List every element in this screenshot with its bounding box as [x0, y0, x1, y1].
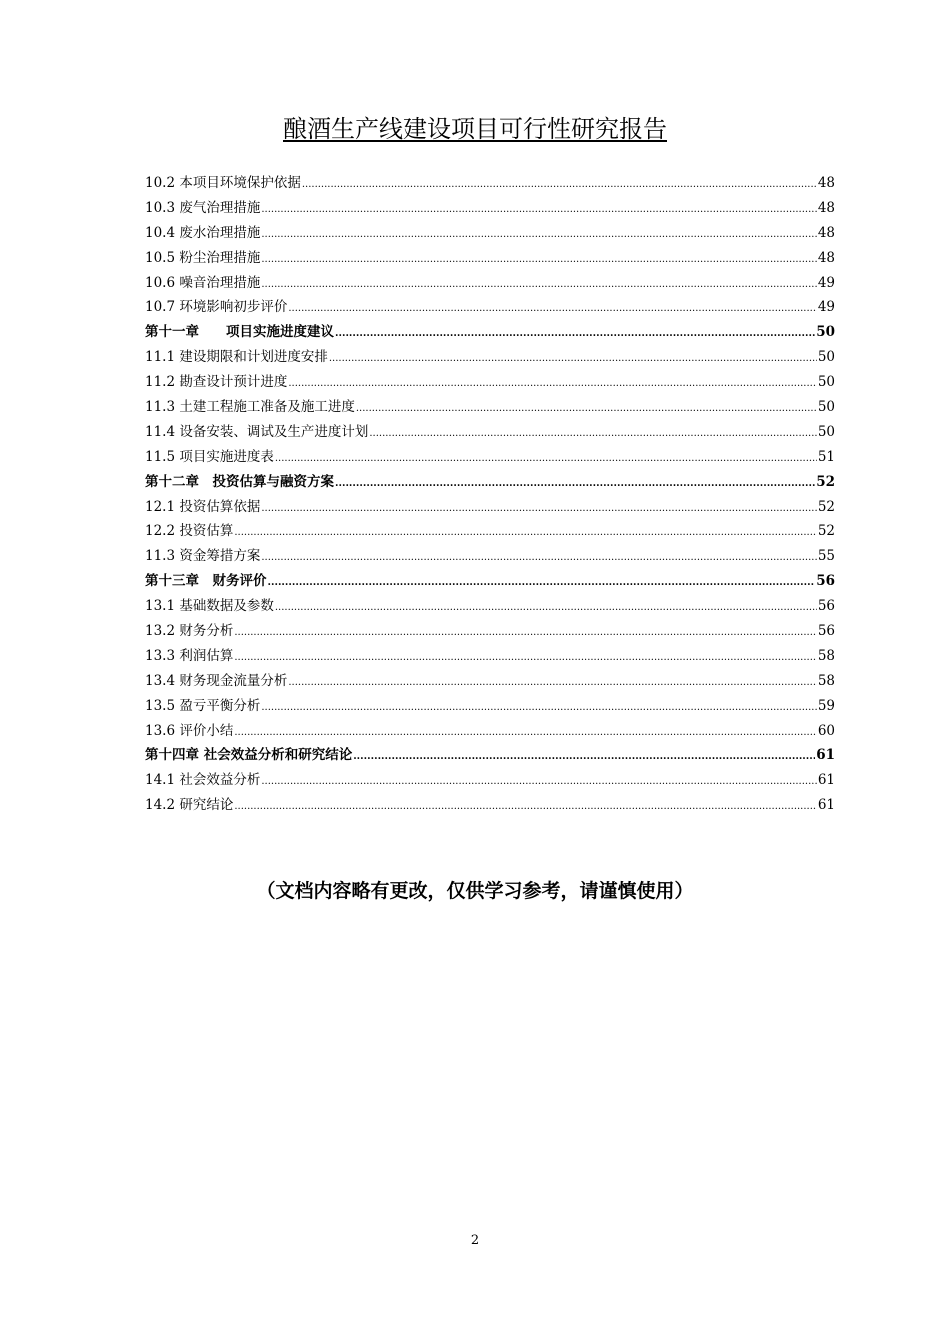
toc-entry[interactable]: [145, 171, 835, 196]
toc-dot-leader: [356, 395, 817, 422]
toc-entry-page: 48: [817, 199, 835, 216]
toc-entry-label: 第十三章 财务评价: [145, 573, 267, 590]
toc-entry-label: 13.4 财务现金流量分析: [145, 672, 288, 689]
toc-entry-label: 14.1 社会效益分析: [145, 772, 261, 789]
toc-dot-leader: [302, 171, 817, 198]
toc-entry-label: 14.2 研究结论: [145, 797, 234, 814]
toc-entry-label: 13.2 财务分析: [145, 623, 234, 640]
toc-dot-leader: [268, 569, 816, 596]
toc-entry-label: 第十二章 投资估算与融资方案: [145, 473, 334, 490]
toc-entry-page: 60: [817, 722, 835, 739]
toc-entry-label: 10.6 噪音治理措施: [145, 274, 261, 291]
toc-entry-label: 10.5 粉尘治理措施: [145, 249, 261, 266]
page-number: 2: [470, 1233, 480, 1248]
toc-dot-leader: [234, 619, 816, 646]
toc-dot-leader: [335, 470, 815, 497]
toc-chapter-entry[interactable]: [145, 470, 835, 495]
toc-entry-page: 52: [816, 473, 835, 490]
toc-entry[interactable]: [145, 196, 835, 221]
toc-entry[interactable]: [145, 544, 835, 569]
toc-entry[interactable]: [145, 370, 835, 395]
toc-entry-page: 61: [817, 797, 835, 814]
toc-entry-page: 51: [817, 448, 835, 465]
toc-entry[interactable]: [145, 619, 835, 644]
toc-dot-leader: [288, 370, 816, 397]
toc-entry-label: 10.2 本项目环境保护依据: [145, 175, 301, 191]
toc-dot-leader: [353, 743, 815, 770]
toc-dot-leader: [275, 445, 817, 472]
toc-entry-page: 61: [816, 747, 835, 764]
toc-dot-leader: [288, 295, 816, 322]
toc-entry[interactable]: [145, 495, 835, 520]
toc-entry[interactable]: [145, 594, 835, 619]
toc-dot-leader: [261, 271, 816, 298]
toc-chapter-entry[interactable]: [145, 320, 835, 345]
document-title: 酿酒生产线建设项目可行性研究报告: [283, 115, 667, 143]
toc-entry-label: 13.6 评价小结: [145, 722, 234, 739]
toc-entry-page: 58: [817, 647, 835, 664]
toc-dot-leader: [261, 768, 816, 795]
toc-dot-leader: [261, 221, 816, 248]
toc-entry-page: 56: [817, 623, 835, 640]
toc-entry-label: 12.1 投资估算依据: [145, 498, 261, 515]
toc-entry-page: 56: [817, 598, 835, 615]
toc-dot-leader: [261, 246, 816, 273]
toc-entry-page: 59: [817, 697, 835, 714]
toc-entry[interactable]: [145, 768, 835, 793]
toc-dot-leader: [261, 196, 816, 223]
toc-entry-page: 56: [816, 573, 835, 590]
toc-dot-leader: [275, 594, 817, 621]
toc-dot-leader: [288, 669, 816, 696]
toc-dot-leader: [261, 544, 816, 571]
toc-entry-page: 50: [817, 423, 835, 440]
toc-entry[interactable]: [145, 420, 835, 445]
toc-entry-label: 13.1 基础数据及参数: [145, 598, 274, 615]
toc-entry[interactable]: [145, 345, 835, 370]
toc-entry[interactable]: [145, 519, 835, 544]
toc-entry-page: 50: [816, 324, 835, 341]
toc-chapter-entry[interactable]: [145, 569, 835, 594]
toc-entry-label: 10.7 环境影响初步评价: [145, 299, 288, 316]
toc-entry[interactable]: [145, 246, 835, 271]
toc-dot-leader: [234, 719, 816, 746]
toc-entry[interactable]: [145, 644, 835, 669]
toc-entry[interactable]: [145, 395, 835, 420]
toc-entry-page: 52: [817, 498, 835, 515]
toc-entry-page: 48: [817, 224, 835, 241]
toc-entry-label: 10.3 废气治理措施: [145, 199, 261, 216]
toc-dot-leader: [329, 345, 817, 372]
toc-entry-page: 55: [817, 548, 835, 565]
toc-entry-label: 11.4 设备安装、调试及生产进度计划: [145, 423, 369, 440]
toc-entry[interactable]: [145, 793, 835, 818]
toc-entry-label: 10.4 废水治理措施: [145, 224, 261, 241]
toc-entry-label: 13.5 盈亏平衡分析: [145, 697, 261, 714]
table-of-contents: [145, 171, 835, 818]
toc-dot-leader: [335, 320, 815, 347]
toc-entry-page: 52: [817, 523, 835, 540]
toc-entry-label: 13.3 利润估算: [145, 647, 234, 664]
toc-entry-label: 11.2 勘查设计预计进度: [145, 374, 288, 391]
toc-chapter-entry[interactable]: [145, 743, 835, 768]
toc-entry-label: 第十四章 社会效益分析和研究结论: [145, 747, 353, 764]
toc-entry-label: 12.2 投资估算: [145, 523, 234, 540]
toc-entry[interactable]: [145, 669, 835, 694]
toc-entry-label: 11.1 建设期限和计划进度安排: [145, 349, 328, 366]
toc-entry-label: 11.3 资金筹措方案: [145, 548, 261, 565]
toc-entry-label: 第十一章 项目实施进度建议: [145, 324, 334, 341]
toc-entry-page: 58: [817, 672, 835, 689]
toc-dot-leader: [234, 793, 816, 820]
toc-dot-leader: [261, 694, 816, 721]
toc-entry-label: 11.5 项目实施进度表: [145, 448, 274, 465]
toc-entry-page: 48: [817, 249, 835, 266]
toc-entry[interactable]: [145, 221, 835, 246]
toc-entry[interactable]: [145, 271, 835, 296]
toc-entry-page: 50: [817, 399, 835, 416]
toc-entry-page: 49: [817, 274, 835, 291]
toc-entry-page: 48: [817, 175, 835, 191]
toc-entry[interactable]: [145, 445, 835, 470]
toc-dot-leader: [369, 420, 816, 447]
toc-entry-label: 11.3 土建工程施工准备及施工进度: [145, 399, 355, 416]
toc-entry-page: 50: [817, 349, 835, 366]
toc-entry-page: 61: [817, 772, 835, 789]
toc-entry[interactable]: [145, 694, 835, 719]
toc-dot-leader: [234, 519, 816, 546]
toc-entry[interactable]: [145, 719, 835, 744]
toc-entry[interactable]: [145, 295, 835, 320]
toc-dot-leader: [234, 644, 816, 671]
usage-notice: （文档内容略有更改，仅供学习参考，请谨慎使用）: [256, 880, 694, 902]
toc-entry-page: 49: [817, 299, 835, 316]
toc-entry-page: 50: [817, 374, 835, 391]
toc-dot-leader: [261, 495, 816, 522]
